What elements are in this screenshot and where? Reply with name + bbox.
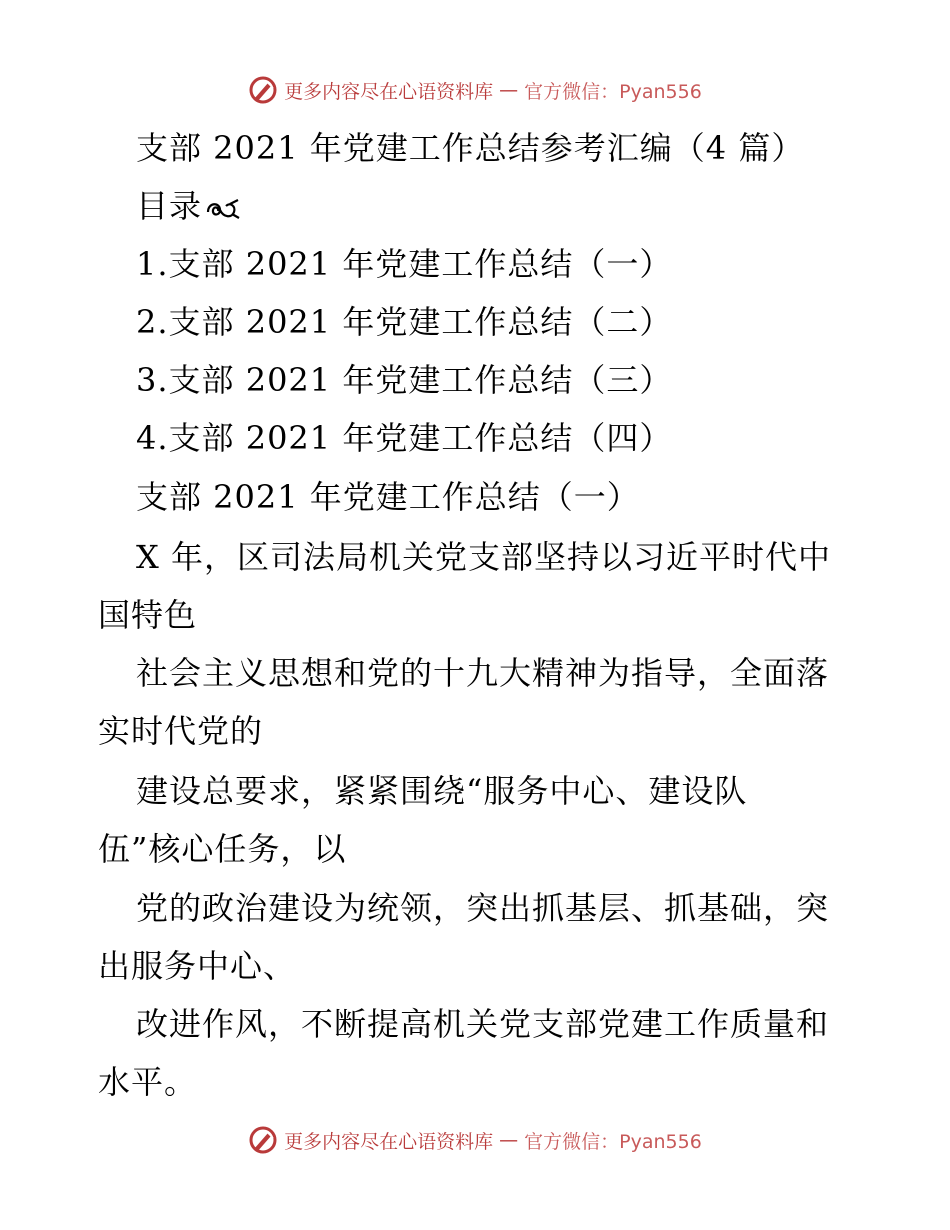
- paragraph-line: 建设总要求，紧紧围绕“服务中心、建设队: [136, 772, 748, 810]
- pen-logo-icon: [248, 1125, 278, 1155]
- paragraph-line: 水平。: [98, 1063, 198, 1101]
- toc-item[interactable]: 2.支部 2021 年党建工作总结（二）: [136, 303, 673, 341]
- paragraph-line: 党的政治建设为统领，突出抓基层、抓基础，突: [136, 889, 830, 927]
- header-banner: [0, 70, 950, 110]
- section-heading: 支部 2021 年党建工作总结（一）: [136, 478, 640, 516]
- paragraph-line: 改进作风，不断提高机关党支部党建工作质量和: [136, 1005, 830, 1043]
- toc-heading-row: [136, 186, 242, 226]
- toc-heading: 目录: [136, 187, 203, 225]
- decorative-flourish-icon: [204, 194, 242, 224]
- paragraph-line: 国特色: [98, 596, 198, 634]
- banner-contact: 官方微信：Pyan556: [524, 80, 702, 103]
- banner-separator: —: [499, 1129, 519, 1151]
- paragraph-line: 实时代党的: [98, 712, 264, 750]
- paragraph-line: 出服务中心、: [98, 947, 297, 985]
- pen-logo-icon: [248, 75, 278, 105]
- document-title: 支部 2021 年党建工作总结参考汇编（4 篇）: [136, 129, 805, 167]
- banner-separator: —: [499, 79, 519, 101]
- toc-item[interactable]: 1.支部 2021 年党建工作总结（一）: [136, 245, 673, 283]
- banner-contact: 官方微信：Pyan556: [524, 1130, 702, 1153]
- footer-banner: [0, 1120, 950, 1160]
- banner-text: 更多内容尽在心语资料库: [284, 80, 494, 103]
- banner-text: 更多内容尽在心语资料库: [284, 1130, 494, 1153]
- toc-item[interactable]: 4.支部 2021 年党建工作总结（四）: [136, 419, 673, 457]
- toc-item[interactable]: 3.支部 2021 年党建工作总结（三）: [136, 361, 673, 399]
- paragraph-line: 伍”核心任务，以: [98, 830, 347, 868]
- paragraph-line: 社会主义思想和党的十九大精神为指导，全面落: [136, 654, 830, 692]
- paragraph-line: X 年，区司法局机关党支部坚持以习近平时代中: [136, 538, 831, 576]
